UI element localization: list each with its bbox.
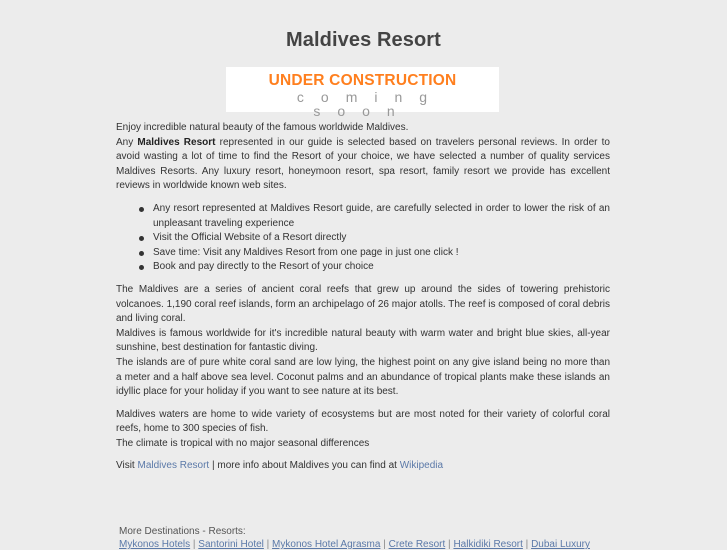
visit-line [116, 459, 610, 474]
bullet-icon [139, 207, 144, 212]
list-item [153, 202, 610, 231]
spacer [116, 451, 610, 459]
list-item [153, 246, 610, 261]
separator: | [522, 539, 532, 550]
intro-brand: Maldives Resort [137, 136, 216, 148]
list-item [153, 231, 610, 246]
banner-main-text: UNDER CONSTRUCTION [268, 72, 457, 89]
destination-link[interactable]: Mykonos Hotels [119, 539, 191, 550]
visit-middle: | more info about Maldives you can find at [209, 460, 400, 472]
under-construction-banner [226, 67, 499, 119]
list-item-text: Any resort represented at Maldives Resort guide, are carefully selected in order to lower the risk of an unpleasant traveling experience [153, 202, 610, 229]
maldives-resort-link[interactable]: Maldives Resort [137, 460, 210, 472]
bullet-icon [139, 251, 144, 256]
destination-link[interactable]: Dubai Luxury [531, 539, 590, 550]
banner-sub-text: coming soon [296, 89, 445, 119]
separator: | [380, 539, 389, 550]
more-destinations-heading: More Destinations - Resorts: [119, 526, 246, 537]
bullet-icon [139, 265, 144, 270]
intro-paragraph [116, 136, 610, 194]
more-destinations [119, 525, 679, 550]
intro-line: Enjoy incredible natural beauty of the famous worldwide Maldives. [116, 122, 409, 133]
separator: | [263, 539, 273, 550]
separator: | [445, 539, 454, 550]
list-item-text: Book and pay directly to the Resort of your choice [153, 261, 374, 273]
destination-link[interactable]: Crete Resort [388, 539, 446, 550]
benefits-list [116, 202, 610, 275]
destination-link[interactable]: Mykonos Hotel Agrasma [272, 539, 381, 550]
wikipedia-link[interactable]: Wikipedia [399, 460, 444, 472]
bullet-icon [139, 236, 144, 241]
list-item-text: Visit the Official Website of a Resort directly [153, 232, 347, 244]
destination-link[interactable]: Santorini Hotel [198, 539, 264, 550]
intro-any: Any [116, 136, 138, 148]
list-item-text: Save time: Visit any Maldives Resort from one page in just one click ! [153, 246, 459, 258]
climate-paragraph: The climate is tropical with no major seasonal differences [116, 437, 370, 449]
list-item [153, 260, 610, 275]
main-content [116, 121, 610, 474]
separator: | [190, 539, 199, 550]
spacer [116, 400, 610, 408]
intro-rest: represented in our guide is selected based on travelers personal reviews. In order to avoid wasting a lot of time to find the Resort of your choice, we have selected a number of quality services Maldives Resorts. Any luxury resort, honeymoon resort, spa resort, family resort we provide has excellent reviews in worldwide known web sites. [116, 136, 610, 192]
page-title: Maldives Resort [286, 29, 441, 51]
destination-links [119, 538, 679, 550]
about-paragraph-1: The Maldives are a series of ancient coral reefs that grew up around the sides of towering prehistoric volcanoes. 1,190 coral reef islands, form an archipelago of 26 major atolls. The reef is composed of coral debris and living coral. [116, 283, 610, 325]
waters-paragraph: Maldives waters are home to wide variety of ecosystems but are most noted for their variety of colorful coral reefs, home to 300 species of fish. [116, 408, 610, 435]
about-paragraph-2: Maldives is famous worldwide for it's incredible natural beauty with warm water and bright blue skies, all-year sunshine, best destination for fantastic diving. [116, 327, 610, 354]
visit-prefix: Visit [116, 460, 138, 472]
destination-link[interactable]: Halkidiki Resort [453, 539, 523, 550]
about-paragraph-3: The islands are of pure white coral sand are low lying, the highest point on any give island being no more than a meter and a half above sea level. Coconut palms and an abundance of tropical plants make these islands an idyllic place for your holiday if you want to see nature at its best. [116, 356, 610, 398]
